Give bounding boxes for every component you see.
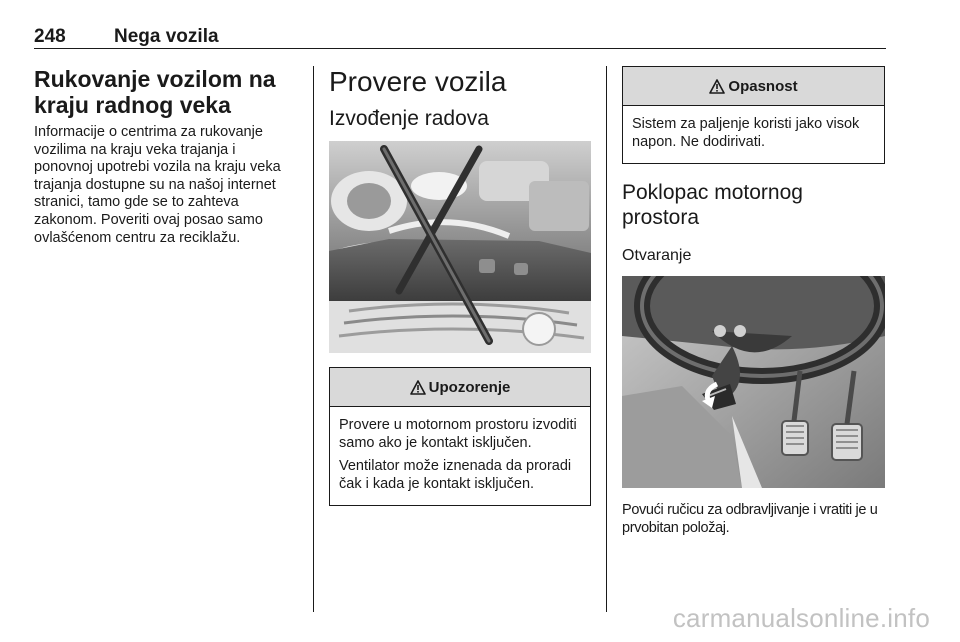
subsection-heading: Otvaranje [622,247,692,265]
page-number: 248 [34,26,66,47]
danger-header [623,67,884,106]
section-paragraph: Informacije o centrima za rukovanje vozilima na kraju veka trajanja i ponovnoj upotrebi vozila na kraju veka trajanja dostupne su na našoj internet stranici, tamo gde se to zahteva zakonom. Poveriti ovaj posao samo ovlašćenom centru za reciklažu. [34,124,281,246]
hood-release-illustration [622,276,885,488]
section-heading: Poklopac motornog prostora [622,181,803,230]
engine-bay-illustration [329,141,591,353]
section-heading: Provere vozila [329,66,507,97]
section-heading: Rukovanje vozilom na kraju radnog veka [34,66,276,118]
subsection-heading: Izvođenje radova [329,107,489,130]
warning-body [330,407,590,505]
warning-title: Upozorenje [428,378,511,396]
danger-box [622,66,885,164]
hood-instruction: Povući ručicu za odbravljivanje i vratiti je u prvobitan položaj. [622,502,878,536]
column-hood [622,66,885,537]
warning-triangle-icon [709,79,725,94]
column-divider [606,66,607,612]
column-end-of-life [34,66,296,247]
watermark: carmanualsonline.info [672,603,930,633]
column-vehicle-checks [329,66,591,506]
warning-header [330,368,590,407]
page-header [34,18,886,49]
warning-paragraph: Ventilator može iznenada da proradi čak i kada je kontakt isključen. [339,458,572,492]
danger-paragraph: Sistem za paljenje koristi jako visok napon. Ne dodirivati. [632,116,860,150]
column-divider [313,66,314,612]
warning-paragraph: Provere u motornom prostoru izvoditi samo ako je kontakt isključen. [339,417,577,451]
warning-triangle-icon [410,380,426,395]
danger-title: Opasnost [728,77,798,95]
warning-box [329,367,591,506]
chapter-title: Nega vozila [114,26,219,47]
danger-body [623,106,884,163]
